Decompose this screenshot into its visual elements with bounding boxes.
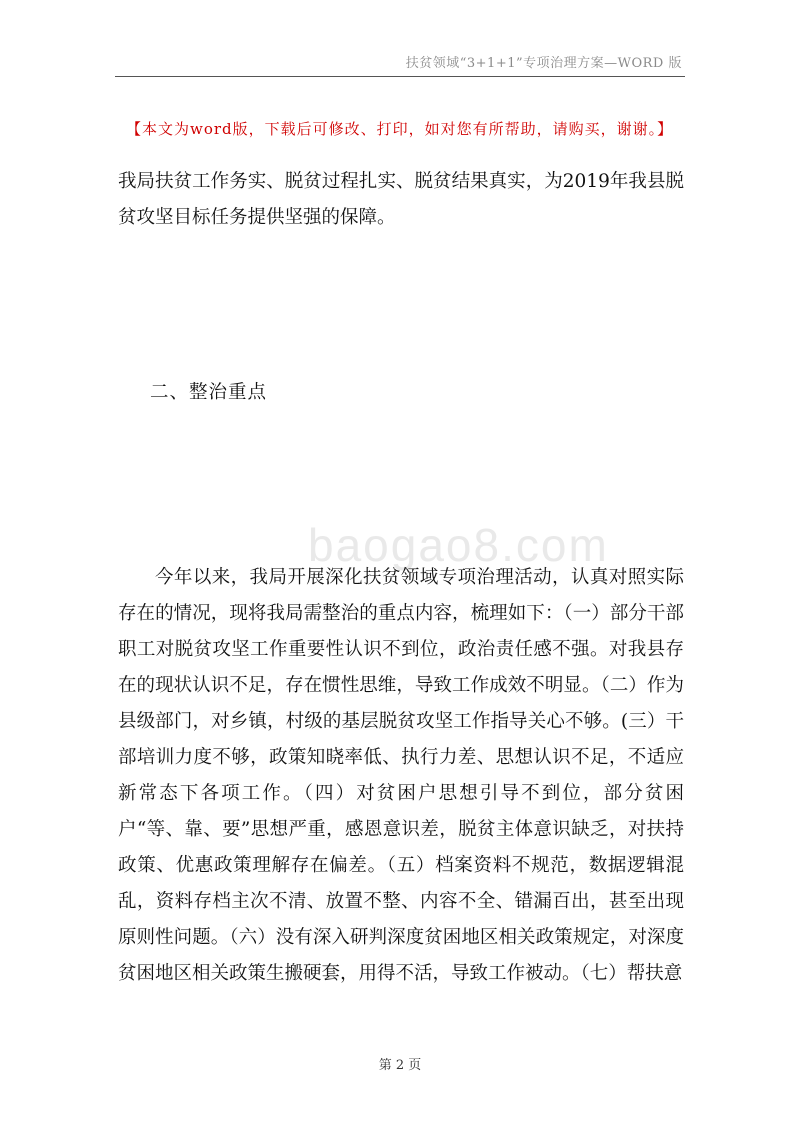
header-divider (115, 76, 685, 77)
running-header: 扶贫领域“3+1+1”专项治理方案—WORD 版 (405, 56, 682, 71)
watermark: baogao8.com (308, 519, 609, 571)
body-paragraph-2: 今年以来，我局开展深化扶贫领域专项治理活动，认真对照实际存在的情况，现将我局需整治的重点内容，梳理如下：（一）部分干部职工对脱贫攻坚工作重要性认识不到位，政治责任感不强。对我县存在的现状认识不足，存在惯性思维，导致工作成效不明显。（二）作为县级部门，对乡镇，村级的基层脱贫攻坚工作指导关心不够。(三）干部培训力度不够，政策知晓率低、执行力差、思想认识不足，不适应新常态下各项工作。（四）对贫困户思想引导不到位，部分贫困户“等、靠、要”思想严重，感恩意识差，脱贫主体意识缺乏，对扶持政策、优惠政策理解存在偏差。（五）档案资料不规范，数据逻辑混乱，资料存档主次不清、放置不整、内容不全、错漏百出，甚至出现原则性问题。（六）没有深入研判深度贫困地区相关政策规定，对深度贫困地区相关政策生搬硬套，用得不活，导致工作被动。（七）帮扶意 (118, 567, 684, 984)
download-notice: 【本文为word版，下载后可修改、打印，如对您有所帮助，请购买，谢谢。】 (126, 120, 674, 138)
page-number: 第 2 页 (378, 1058, 422, 1073)
section-heading: 二、整治重点 (150, 382, 268, 403)
body-paragraph-1: 我局扶贫工作务实、脱贫过程扎实、脱贫结果真实，为2019年我县脱贫攻坚目标任务提供坚强的保障。 (118, 171, 684, 228)
